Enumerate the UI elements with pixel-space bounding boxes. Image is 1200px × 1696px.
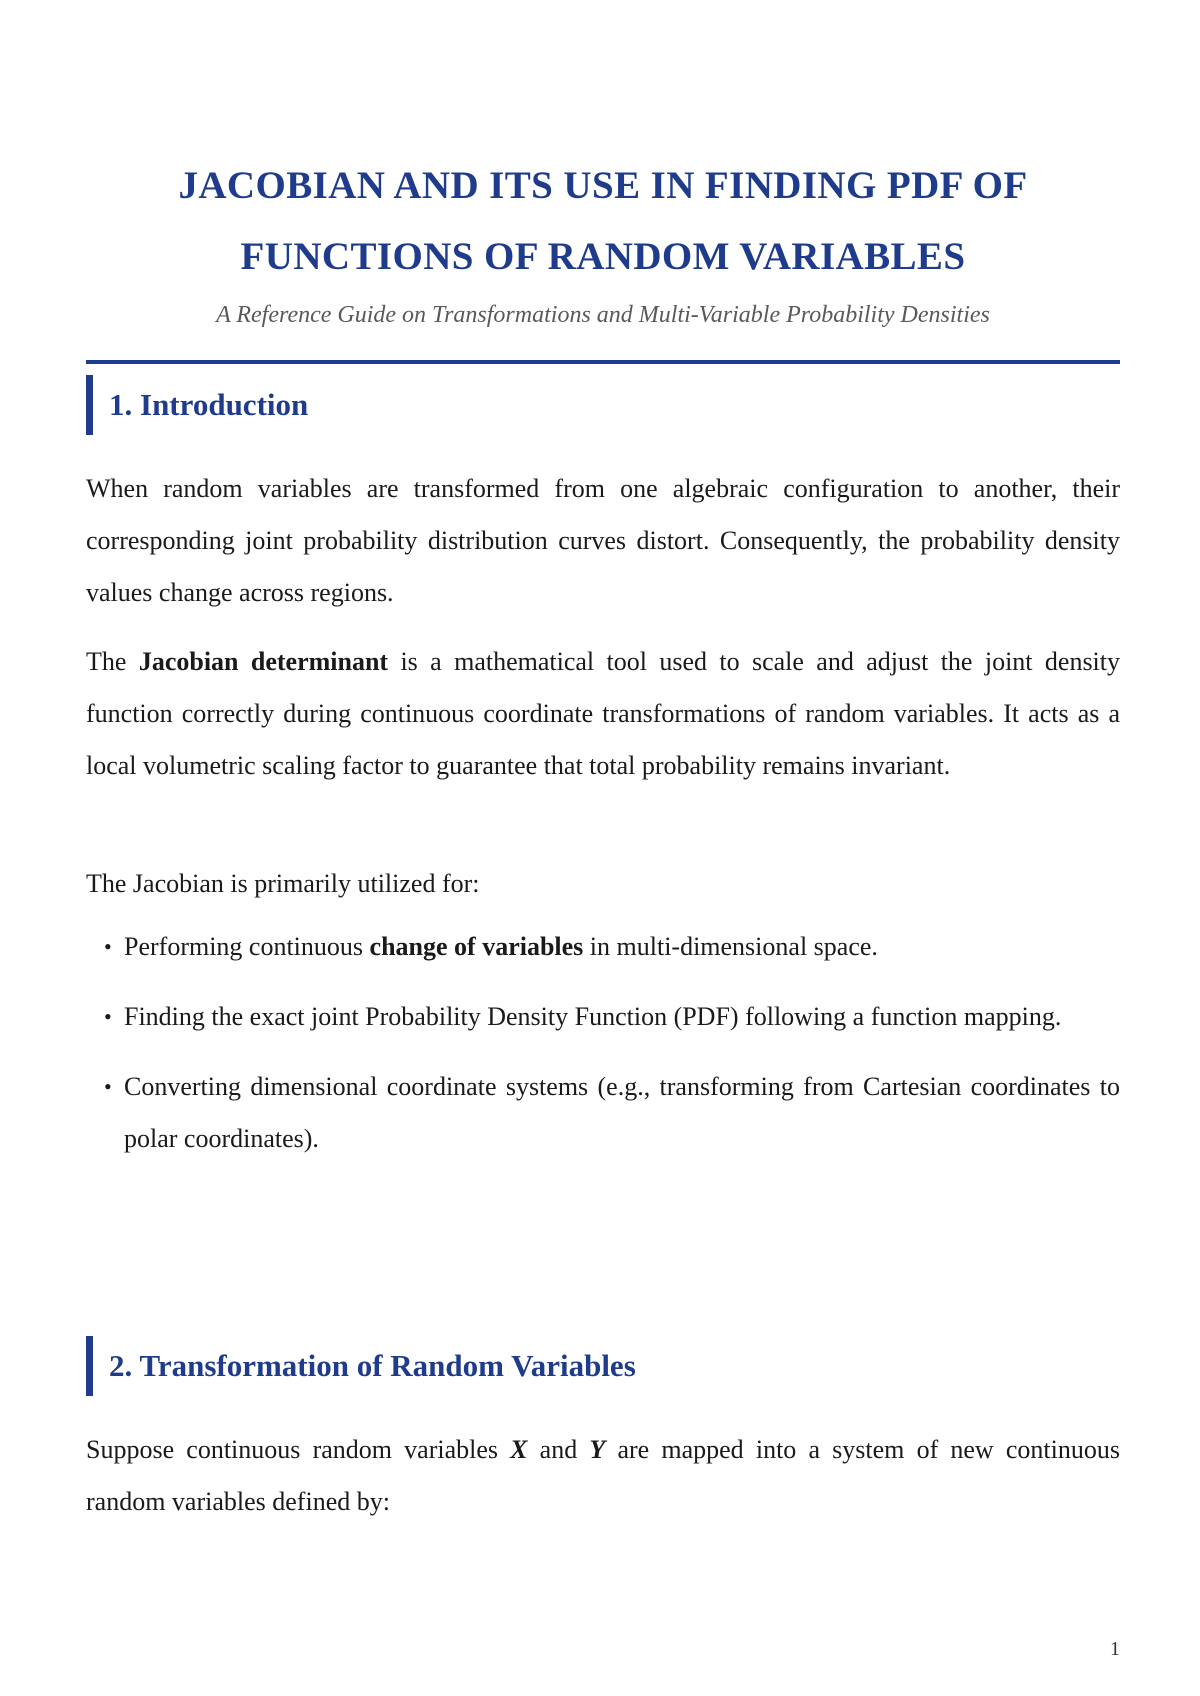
- transformation-paragraph-suffix: are mapped into a system of new continuous random variables defined by:: [86, 1435, 1120, 1516]
- section-heading-text: 2. Transformation of Random Variables: [109, 1348, 636, 1383]
- section-heading-text: 1. Introduction: [109, 387, 309, 422]
- variable-y: Y: [589, 1435, 606, 1464]
- intro-paragraph-1: When random variables are transformed from one algebraic configuration to another, their corresponding joint probability distribution curves distort. Consequently, the probability density values change across regions.: [86, 474, 1120, 607]
- variable-x: X: [510, 1435, 528, 1464]
- section-heading-introduction: [86, 375, 308, 435]
- list-item-text: Finding the exact joint Probability Density Function (PDF) following a function mapping.: [124, 1002, 1062, 1031]
- jacobian-determinant-term: Jacobian determinant: [138, 647, 389, 676]
- bullet-icon: •: [104, 1004, 112, 1029]
- transformation-paragraph-1: [86, 1424, 1120, 1528]
- page-number: 1: [1110, 1638, 1120, 1660]
- list-item-text: Converting dimensional coordinate systems (e.g., transforming from Cartesian coordinates to polar coordinates).: [124, 1072, 1120, 1153]
- section-heading-transformation: [86, 1336, 636, 1396]
- section-accent-bar: [86, 1336, 93, 1396]
- list-item-suffix: in multi-dimensional space.: [583, 932, 878, 961]
- document-subtitle: A Reference Guide on Transformations and Multi-Variable Probability Densities: [216, 302, 990, 328]
- list-item: [86, 991, 1120, 1043]
- document-title-line-1: JACOBIAN AND ITS USE IN FINDING PDF OF: [178, 164, 1028, 207]
- document-title: [86, 150, 1120, 292]
- section-accent-bar: [86, 375, 93, 435]
- list-item-prefix: Performing continuous: [124, 932, 370, 961]
- transformation-paragraph-mid: and: [527, 1435, 590, 1464]
- bullet-icon: •: [104, 1074, 112, 1099]
- intro-paragraph-2: [86, 636, 1120, 792]
- document-title-line-2: FUNCTIONS OF RANDOM VARIABLES: [240, 235, 966, 278]
- intro-paragraph-2-prefix: The: [86, 647, 139, 676]
- title-divider: [86, 360, 1120, 364]
- intro-paragraph-3: The Jacobian is primarily utilized for:: [86, 869, 480, 898]
- transformation-paragraph-prefix: Suppose continuous random variables: [86, 1435, 511, 1464]
- uses-list: [86, 921, 1120, 1183]
- list-item: [86, 1061, 1120, 1165]
- intro-paragraph-2-suffix: is a mathematical tool used to scale and adjust the joint density function correctly during continuous coordinate transformations of random variables. It acts as a local volumetric scaling factor to guarantee that total probability remains invariant.: [86, 647, 1121, 780]
- list-item: [86, 921, 1120, 973]
- bullet-icon: •: [104, 934, 112, 959]
- change-of-variables-term: change of variables: [369, 932, 584, 961]
